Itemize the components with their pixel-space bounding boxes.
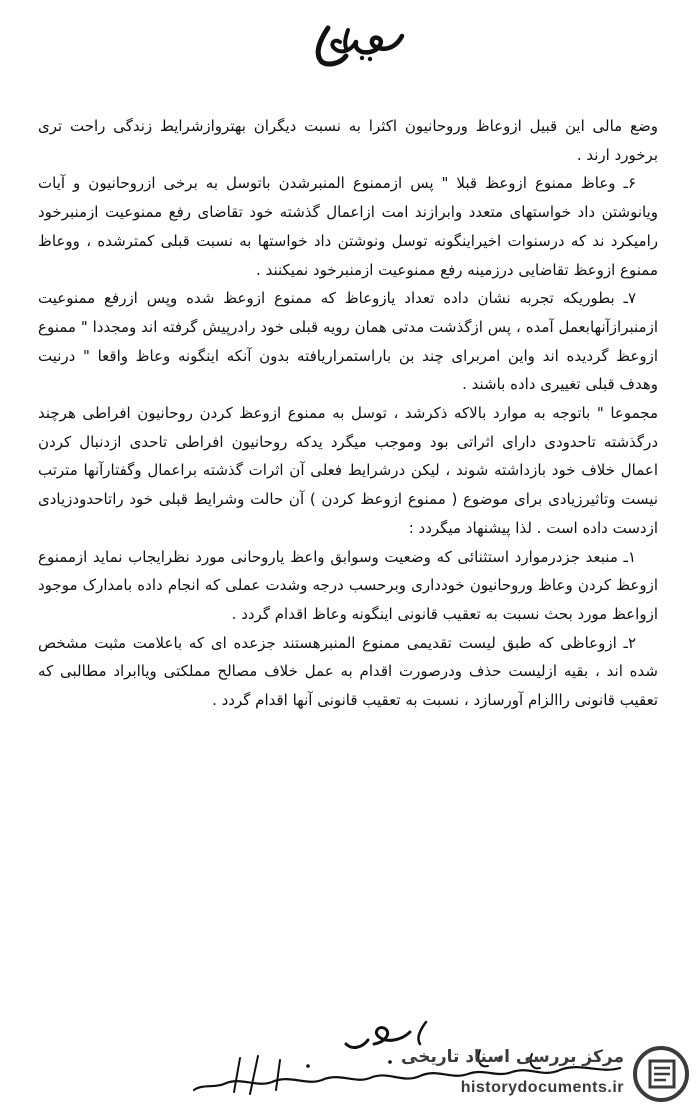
paragraph-intro: وضع مالی این قبیل ازوعاظ وروحانیون اکثرا به نسبت دیگران بهتروازشرایط زندگی راحت تری برخورد ارند .: [38, 117, 658, 164]
classification-stamp: [300, 18, 410, 68]
archive-watermark: [394, 1039, 694, 1109]
paragraph-item-6: ۶ـ وعاظ ممنوع ازوعظ قبلا " پس ازممنوع المنبرشدن باتوسل به برخی ازروحانیون و آیات ویانوشتن داد خواستهای متعدد وابرازند امت ازاعمال گذشته خود تقاضای رفع ممنوعیت ازمنبرخود رامیکرد ند که درسنوات اخیراینگونه توسل ونوشتن داد خواستها به نسبت قبلی کمترشده ، ووعاظ ممنوع ازوعظ تقاضایی درزمینه رفع ممنوعیت ازمنبرخود نمیکنند .: [38, 174, 658, 279]
watermark-title: مرکز بررسی اسناد تاریخی: [401, 1047, 624, 1067]
paragraph-proposal-2: ۲ـ ازوعاظی که طبق لیست تقدیمی ممنوع المنبرهستند جزعده ای که باعلامت مثبت مشخص شده اند ، بقیه ازلیست حذف ودرصورت اقدام به عمل خلاف مصالح مملکتی ویاابراد مطالبی که تعقیب قانونی راالزام آورسازد ، نسبت به تعقیب قانونی آنها اقدام گردد .: [38, 633, 658, 710]
watermark-url[interactable]: historydocuments.ir: [460, 1079, 624, 1096]
document-body: [38, 112, 658, 715]
archive-logo-icon: [632, 1045, 690, 1103]
paragraph-item-7: ۷ـ بطوریکه تجربه نشان داده تعداد یازوعاظ که ممنوع ازوعظ شده وپس ازرفع ممنوعیت ازمنبرازآنهابعمل آمده ، پس ازگذشت مدتی همان رویه قبلی خود رادرپیش گرفته اند ومجددا " ممنوع ازوعظ گردیده اند واین امربرای چند بن باراستمراریافته بدون آنکه اینگونه وعاظ واقعا " درنیت وهدف قبلی تغییری داده باشند .: [38, 289, 658, 394]
paragraph-proposal-1: ۱ـ منبعد جزدرموارد استثنائی که وضعیت وسوابق واعظ یاروحانی مورد نظرایجاب نماید ازممنوع ازوعظ کردن وعاظ وروحانیون خودداری وبرحسب درجه وشدت عملی که انجام داده بامدارک موجود ازواعظ مورد بحث نسبت به تعقیب قانونی اینگونه وعاظ اقدام گردد .: [38, 547, 658, 623]
paragraph-summary: مجموعا " باتوجه به موارد بالاکه ذکرشد ، توسل به ممنوع ازوعظ کردن روحانیون افراطی هرچند درگذشته تاحدودی دارای اثراتی بود وموجب میگرد یدکه روحانیون افراطی تاحدی ازدنبال کردن اعمال خلاف خود بازداشته شوند ، لیکن درشرایط فعلی آن اثرات گذشته براعمال وگفتارآنها مترتب نیست وتاثیرزیادی برای موضوع ( ممنوع ازوعظ کردن ) آن حالت وشرایط قبلی خود راتاحدودزیادی ازدست داده است . لذا پیشنهاد میگردد :: [38, 404, 658, 537]
